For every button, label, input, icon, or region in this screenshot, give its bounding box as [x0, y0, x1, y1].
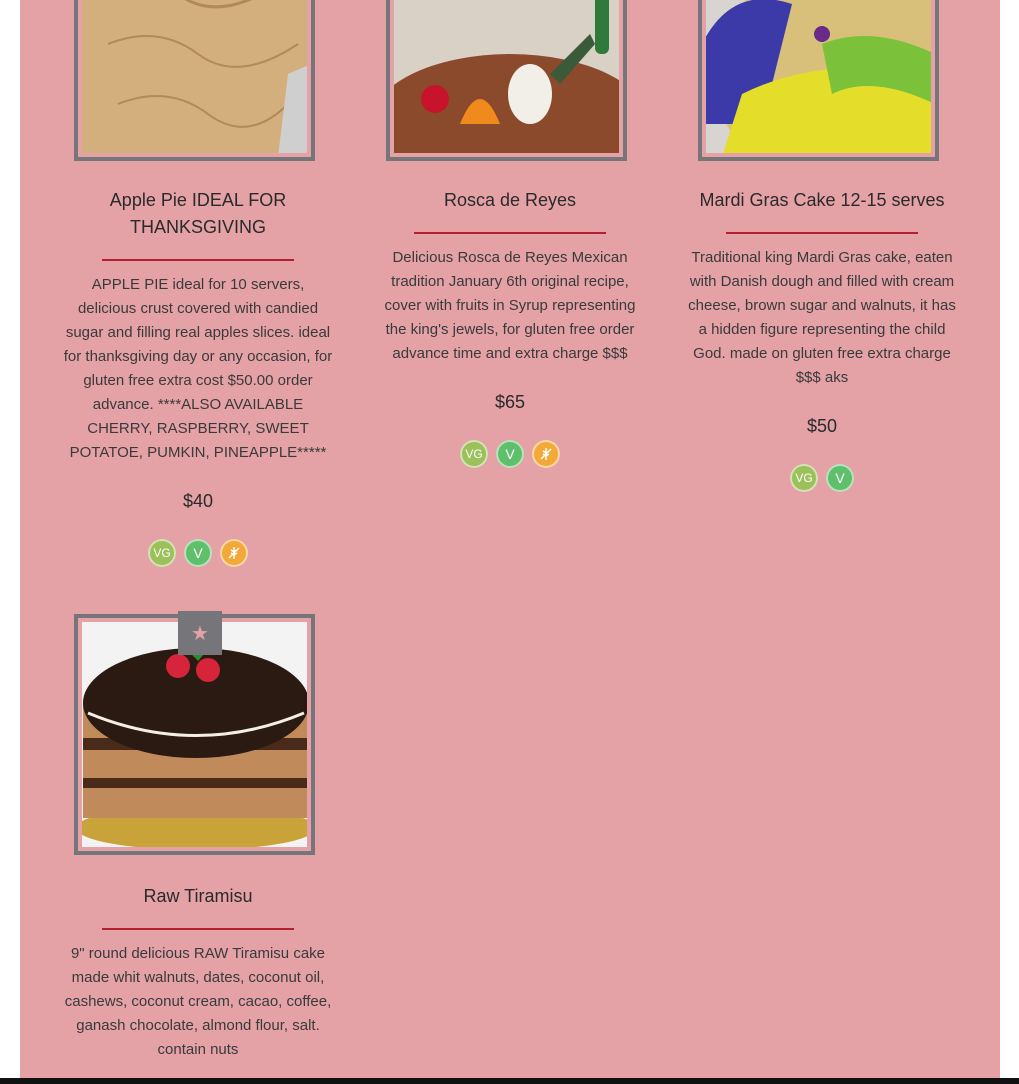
wheat-crossed-icon	[532, 440, 560, 468]
apple-pie-photo[interactable]	[74, 0, 315, 161]
rosca-de-reyes-description: Delicious Rosca de Reyes Mexican tradition January 6th original recipe, cover with fruits in Syrup representing the king's jewels, for gluten free order advance time and extra charge $$$	[384, 249, 636, 362]
raw-tiramisu-divider	[102, 928, 294, 930]
mardi-gras-cake-divider	[726, 232, 918, 234]
rosca-de-reyes-title[interactable]: Rosca de Reyes	[443, 190, 577, 210]
vegetarian-badge-icon: V	[184, 539, 212, 567]
mardi-gras-cake-dietary-badges	[687, 464, 957, 492]
vegan-badge-icon: VG	[148, 539, 176, 567]
mardi-gras-cake-title[interactable]: Mardi Gras Cake 12-15 serves	[699, 190, 945, 210]
apple-pie-price: $40	[182, 491, 214, 511]
raw-tiramisu-description: 9" round delicious RAW Tiramisu cake made whit walnuts, dates, coconut oil, cashews, coconut cream, cacao, coffee, ganash chocolate, almond flour, salt. contain nuts	[64, 945, 332, 1058]
mardi-gras-cake-image	[702, 0, 935, 157]
wheat-crossed-icon	[220, 539, 248, 567]
raw-tiramisu-title[interactable]: Raw Tiramisu	[143, 886, 253, 906]
apple-pie-image	[78, 0, 311, 157]
rosca-de-reyes-dietary-badges	[375, 440, 645, 468]
menu-section-panel	[20, 0, 1000, 1078]
featured-ribbon	[178, 611, 222, 655]
star-icon: ★	[191, 622, 209, 645]
apple-pie-divider	[102, 259, 294, 261]
vegetarian-badge-icon: V	[826, 464, 854, 492]
rosca-de-reyes-price: $65	[494, 392, 526, 412]
apple-pie-title[interactable]: Apple Pie IDEAL FOR THANKSGIVING	[109, 190, 287, 237]
apple-pie-dietary-badges	[63, 539, 333, 567]
vegetarian-badge-icon: V	[496, 440, 524, 468]
vegan-badge-icon: VG	[460, 440, 488, 468]
mardi-gras-cake-photo[interactable]	[698, 0, 939, 161]
vegan-badge-icon: VG	[790, 464, 818, 492]
page-bottom-bar	[0, 1078, 1019, 1084]
mardi-gras-cake-description: Traditional king Mardi Gras cake, eaten with Danish dough and filled with cream cheese, brown sugar and walnuts, it has a hidden figure representing the child God. made on gluten free extra charge $$$ aks	[688, 249, 956, 386]
apple-pie-description: APPLE PIE ideal for 10 servers, delicious crust covered with candied sugar and filling real apples slices. ideal for thanksgiving day or any occasion, for gluten free extra cost $50.00 order advance. ****ALSO AVAILABLE CHERRY, RASPBERRY, SWEET POTATOE, PUMKIN, PINEAPPLE*****	[63, 276, 333, 461]
mardi-gras-cake-price: $50	[806, 416, 838, 436]
rosca-de-reyes-divider	[414, 232, 606, 234]
rosca-de-reyes-image	[390, 0, 623, 157]
rosca-de-reyes-photo[interactable]	[386, 0, 627, 161]
